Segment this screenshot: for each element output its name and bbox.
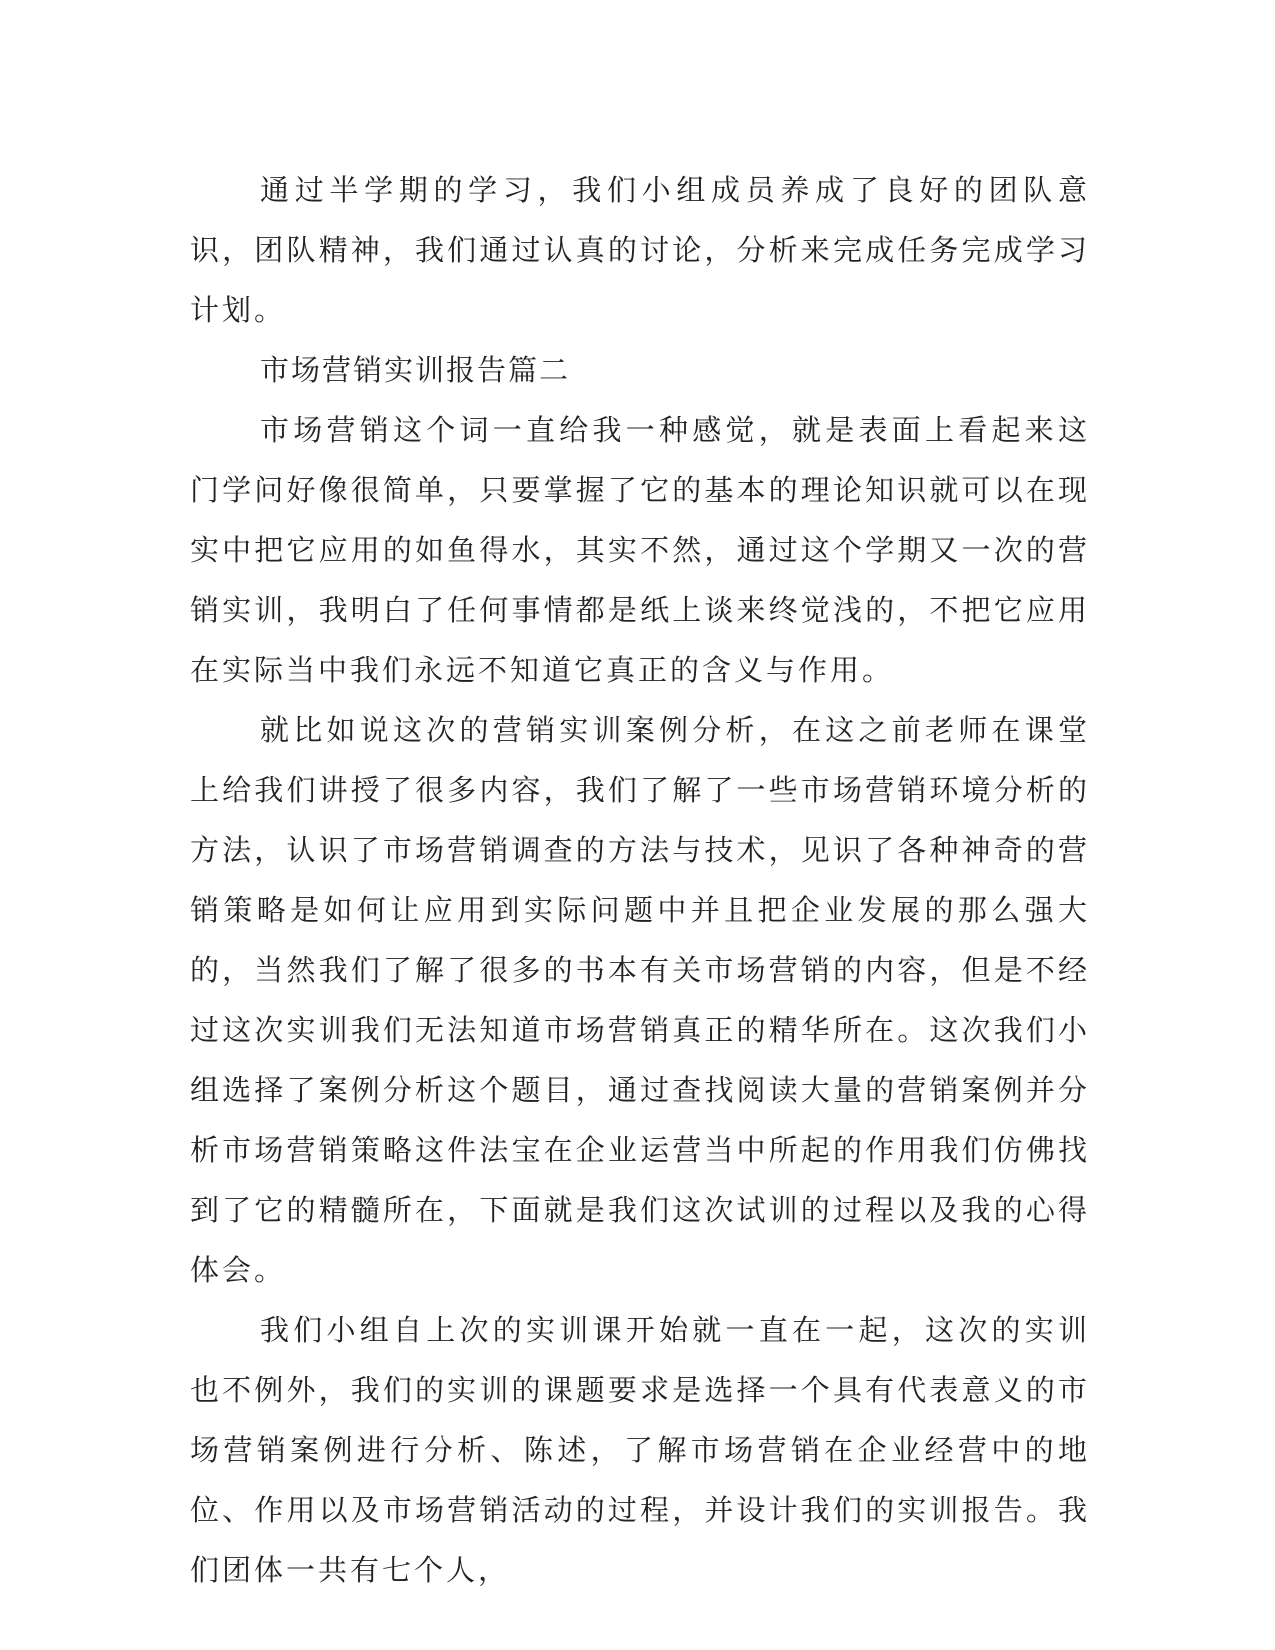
section-heading: 市场营销实训报告篇二: [260, 353, 571, 387]
paragraph-marketing-feeling: 市场营销这个词一直给我一种感觉，就是表面上看起来这门学问好像很简单，只要掌握了它的基本的理论知识就可以在现实中把它应用的如鱼得水，其实不然，通过这个学期又一次的营销实训，我明白了任何事情都是纸上谈来终觉浅的，不把它应用在实际当中我们永远不知道它真正的含义与作用。: [190, 413, 1090, 687]
paragraph-group-training: 我们小组自上次的实训课开始就一直在一起，这次的实训也不例外，我们的实训的课题要求是选择一个具有代表意义的市场营销案例进行分析、陈述，了解市场营销在企业经营中的地位、作用以及市场营销活动的过程，并设计我们的实训报告。我们团体一共有七个人，: [190, 1313, 1090, 1587]
paragraph-case-analysis: 就比如说这次的营销实训案例分析，在这之前老师在课堂上给我们讲授了很多内容，我们了解了一些市场营销环境分析的方法，认识了市场营销调查的方法与技术，见识了各种神奇的营销策略是如何让应用到实际问题中并且把企业发展的那么强大的，当然我们了解了很多的书本有关市场营销的内容，但是不经过这次实训我们无法知道市场营销真正的精华所在。这次我们小组选择了案例分析这个题目，通过查找阅读大量的营销案例并分析市场营销策略这件法宝在企业运营当中所起的作用我们仿佛找到了它的精髓所在，下面就是我们这次试训的过程以及我的心得体会。: [190, 713, 1090, 1287]
paragraph-intro: 通过半学期的学习，我们小组成员养成了良好的团队意识，团队精神，我们通过认真的讨论，分析来完成任务完成学习计划。: [190, 173, 1090, 327]
document-body: [190, 160, 1090, 1600]
